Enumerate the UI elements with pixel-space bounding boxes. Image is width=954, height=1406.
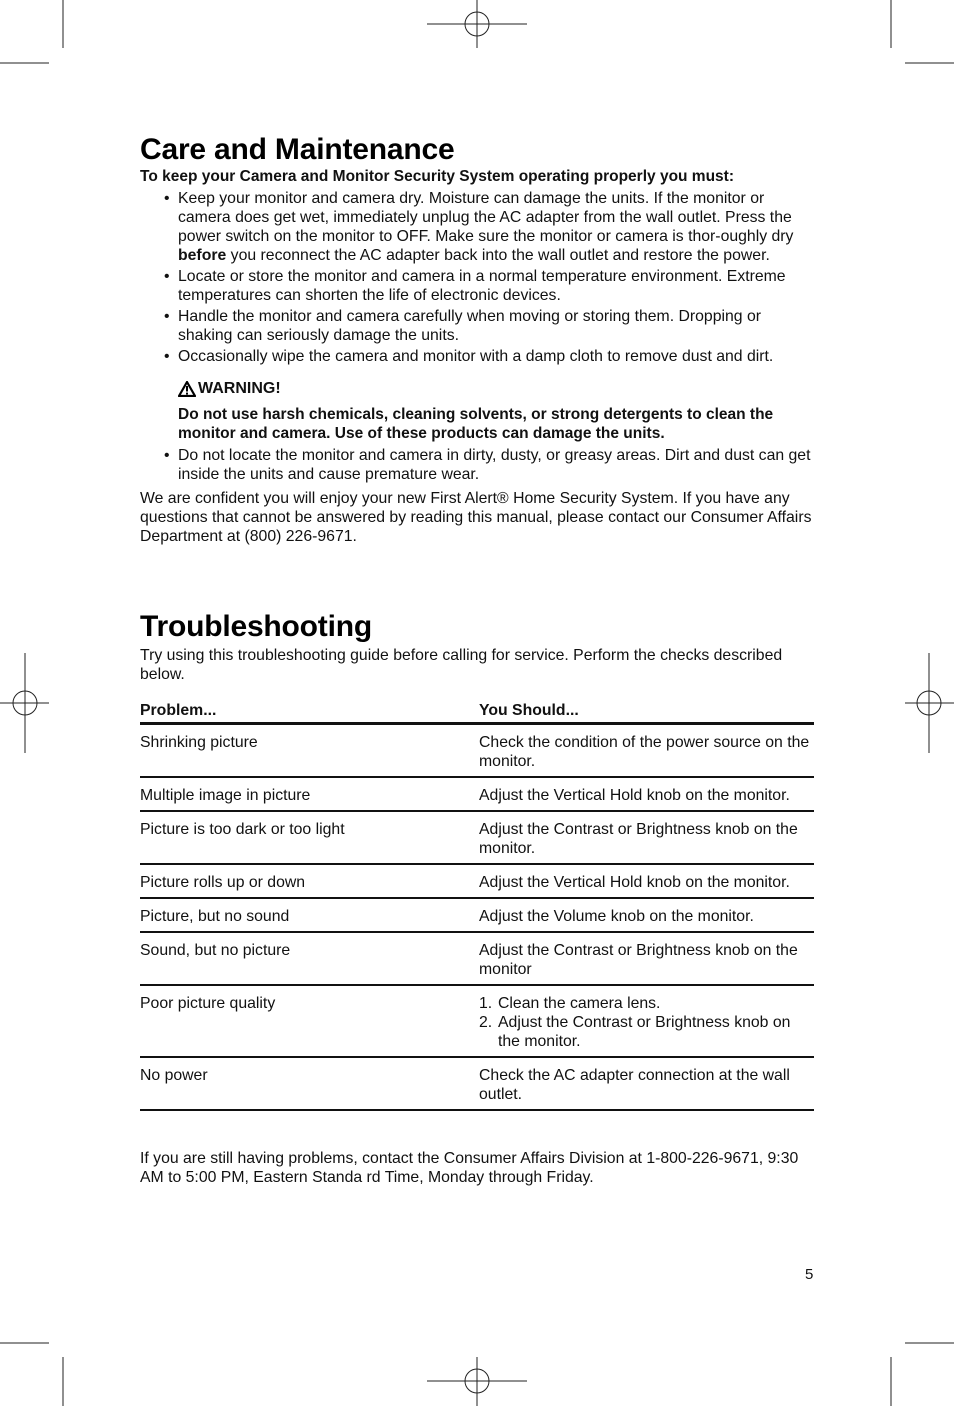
warning-text: Do not use harsh chemicals, cleaning solvents, or strong detergents to clean the monitor and camera. Use of these products can damage the units. [178,406,774,442]
problem-cell: Multiple image in picture [140,777,479,811]
solution-cell: Check the condition of the power source on the monitor. [479,724,814,778]
problem-cell: Poor picture quality [140,985,479,1057]
header-problem: Problem... [140,697,479,724]
warning-heading [178,379,814,399]
table-header-row [140,697,814,724]
solution-cell: Adjust the Contrast or Brightness knob on the monitor. [479,811,814,864]
troubleshooting-table [140,697,814,1111]
solution-cell: Adjust the Vertical Hold knob on the monitor. [479,864,814,898]
care-list-2 [140,446,814,484]
footer-contact: If you are still having problems, contact the Consumer Affairs Division at 1-800-226-9671, 9:30 AM to 5:00 PM, Eastern Standa rd Time, Monday through Friday. [140,1150,799,1186]
problem-cell: Picture, but no sound [140,898,479,932]
problem-cell: Picture rolls up or down [140,864,479,898]
table-row [140,985,814,1057]
problem-cell: No power [140,1057,479,1110]
solution-step: 2. Adjust the Contrast or Brightness knob on the monitor. [479,1014,791,1050]
care-lead: To keep your Camera and Monitor Security System operating properly you must: [140,168,735,185]
problem-cell: Shrinking picture [140,724,479,778]
troubleshooting-intro: Try using this troubleshooting guide before calling for service. Perform the checks described below. [140,647,783,683]
care-list [140,189,814,366]
care-title: Care and Maintenance [140,133,455,166]
solution-cell [479,985,814,1057]
header-solution: You Should... [479,697,814,724]
care-bullet-handle: • Handle the monitor and camera carefully when moving or storing them. Dropping or shaking can seriously damage the units. [140,307,814,345]
solution-step: 1. Clean the camera lens. [479,995,661,1012]
table-row [140,1057,814,1110]
table-row [140,864,814,898]
table-row [140,898,814,932]
care-bullet-wipe: • Occasionally wipe the camera and monitor with a damp cloth to remove dust and dirt. [140,347,814,366]
solution-cell: Check the AC adapter connection at the wall outlet. [479,1057,814,1110]
care-bullet-location: • Do not locate the monitor and camera in dirty, dusty, or greasy areas. Dirt and dust can get inside the units and cause premature wear. [140,446,814,484]
table-row [140,811,814,864]
care-bullet-dry: • Keep your monitor and camera dry. Moisture can damage the units. If the monitor or camera does get wet, immediately unplug the AC adapter from the wall outlet. Press the power switch on the monitor to OFF. Make sure the monitor or camera is thor-oughly dry before you reconnect the AC adapter back into the wall outlet and restore the power. [140,189,814,265]
table-row [140,724,814,778]
problem-cell: Sound, but no picture [140,932,479,985]
troubleshooting-title: Troubleshooting [140,610,372,643]
solution-cell: Adjust the Contrast or Brightness knob on the monitor [479,932,814,985]
solution-steps [479,994,814,1051]
table-row [140,777,814,811]
page-content [140,133,814,1203]
solution-cell: Adjust the Vertical Hold knob on the monitor. [479,777,814,811]
problem-cell: Picture is too dark or too light [140,811,479,864]
care-bullet-temperature: • Locate or store the monitor and camera in a normal temperature environment. Extreme temperatures can shorten the life of electronic devices. [140,267,814,305]
solution-cell: Adjust the Volume knob on the monitor. [479,898,814,932]
warning-title: WARNING! [198,380,281,397]
care-section [140,133,814,546]
warning-block [140,379,814,443]
warning-icon [178,381,196,397]
care-closing: We are confident you will enjoy your new First Alert® Home Security System. If you have any questions that cannot be answered by reading this manual, please contact our Consumer Affairs Department at (800) 226-9671. [140,490,812,545]
table-row [140,932,814,985]
page-number: 5 [805,1266,814,1283]
troubleshooting-section [140,610,814,1187]
